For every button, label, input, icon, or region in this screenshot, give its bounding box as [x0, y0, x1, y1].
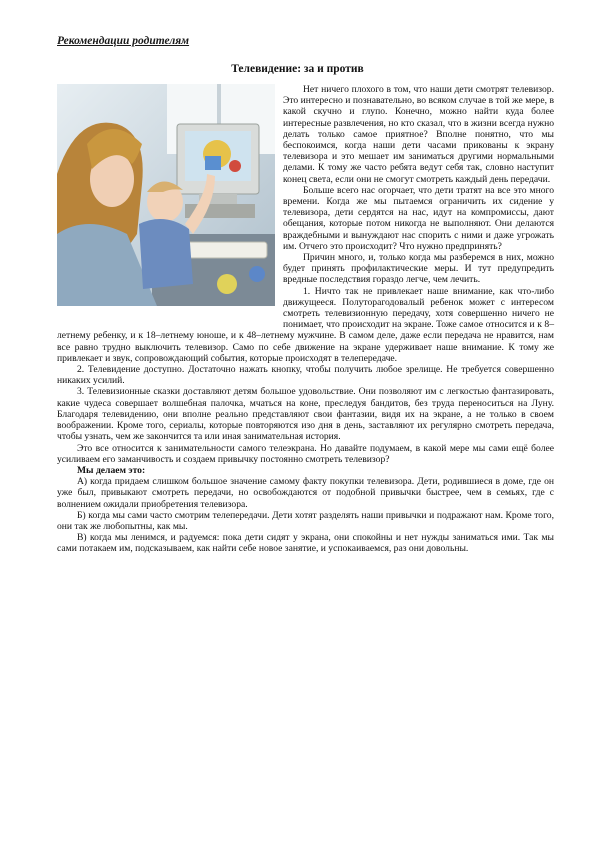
article-title: Телевидение: за и против — [231, 63, 364, 75]
paragraph-2: Больше всего нас огорчает, что дети тратят на все это много времени. Когда же мы пытаемся ограничить их сидение у телевизора, дети сердятся на нас, идут на компромиссы, дают обещания, которые потом никогда не выполняют. Они делаются враждебными и вынуждают нас спорить с ними и даже угрожать им. Отчего это происходит? Что нужно предпринять? — [283, 184, 554, 252]
paragraph-6: 3. Телевизионные сказки доставляют детям большое удовольствие. Они позволяют им с легкостью фантазировать, какие чудеса совершает волшебная палочка, мчаться на коне, преследуя бандитов, без труда переноситься на Луну. Благодаря телевидению, они вполне реально представляют свои фантазии, видя их на экране, а не только в своем воображении. Кроме того, сериалы, которые повторяются изо дня в день, заставляют их регулярно смотреть передача, чтобы узнать, чем же закончится та или иная занимательная история. — [57, 386, 554, 443]
paragraph-3: Причин много, и, только когда мы разберемся в них, можно будет принять профилактические меры. И тут предупредить вредные последствия гораздо легче, чем лечить. — [283, 252, 554, 286]
paragraph-10: Б) когда мы сами часто смотрим телепередачи. Дети хотят разделять наши привычки и подражают нам. Кроме того, они так же любопытны, как мы. — [57, 509, 554, 532]
paragraph-1: Нет ничего плохого в том, что наши дети смотрят телевизор. Это интересно и познавательно, во всяком случае в той же мере, в какой скучно и глупо. Конечно, можно найти куда более интересные развлечения, но кто сказал, что в жизни всегда нужно делать только самое приятное? Вполне понятно, что мы беспокоимся, когда наши дети часами прикованы к экрану телевизора и это мешает им заниматься другими нормальными делами. К тому же часто ребята ведут себя так, словно наступит конец света, если они не смогут смотреть каждый день передачи. — [283, 84, 554, 185]
paragraph-7: Это все относится к занимательности самого телеэкрана. Но давайте подумаем, в какой мере мы сами ещё более усиливаем его заманчивость и создаем привычку постоянно смотреть телевизор? — [57, 442, 554, 465]
paragraph-9: А) когда придаем слишком большое значение самому факту покупки телевизора. Дети, родившиеся в доме, где он уже был, привыкают смотреть передачи, но освобождаются от подобной привычки быстрее, чем в семьях, где с волнением ожидали приобретения телевизора. — [57, 476, 554, 510]
photo-wrap-spacer — [57, 84, 283, 322]
paragraph-4: 1. Ничто так не привлекает наше внимание, как что-либо движущееся. Полуторагодовалый ребенок может с интересом смотреть телевизионную передачу, хотя совершенно ничего не понимает, что происходит на экране. Тоже самое относится и к 8–летнему ребенку, и к 18–летнему юноше, и к 48–летнему мужчине. В самом деле, даже если передача не нравится, нам все равно трудно выключить телевизор. Само по себе движение на экране удерживает наше внимание. К тому же привлекает и звук, сопровождающий события, которые происходят в телепередаче. — [57, 285, 554, 364]
section-header: Рекомендации родителям — [57, 35, 190, 47]
list-lead: Мы делаем это: — [77, 464, 146, 476]
paragraph-11: В) когда мы ленимся, и радуемся: пока дети сидят у экрана, они спокойны и нет нужды заниматься ими. Так мы сами потакаем им, подсказываем, как найти себе новое занятие, и успокаиваемся, раз они довольны. — [57, 532, 554, 555]
article-body — [57, 84, 554, 555]
paragraph-5: 2. Телевидение доступно. Достаточно нажать кнопку, чтобы получить любое зрелище. Не требуется совершенно никаких усилий. — [57, 364, 554, 387]
